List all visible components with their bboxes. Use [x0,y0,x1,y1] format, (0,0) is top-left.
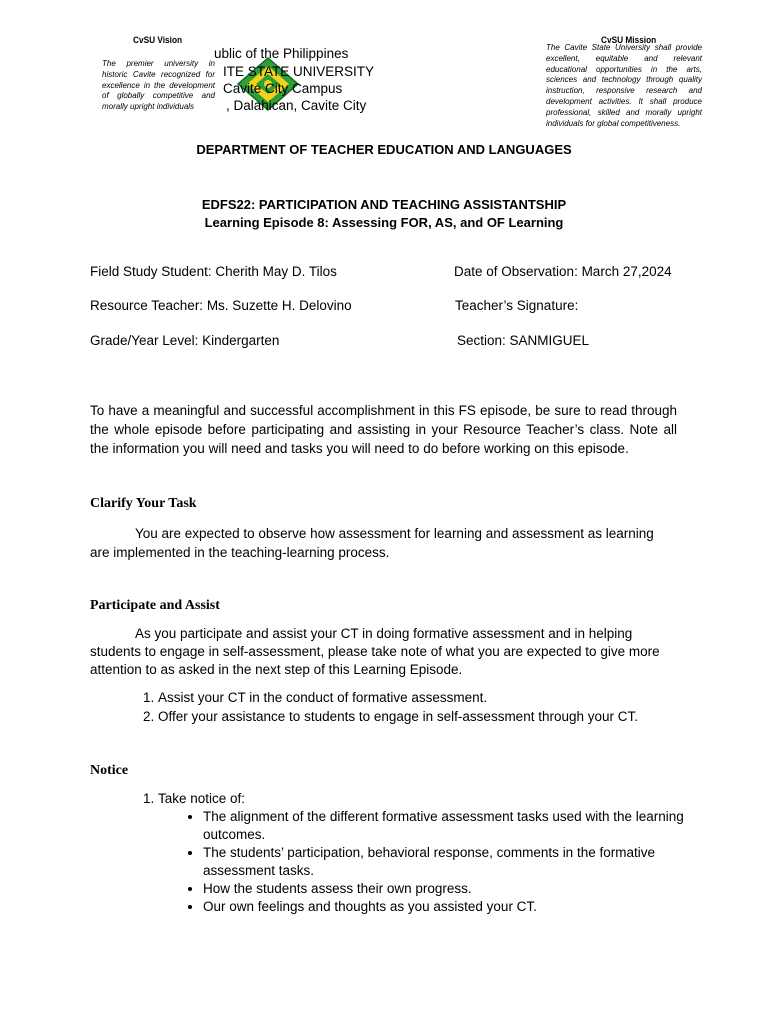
clarify-text: You are expected to observe how assessment for learning and assessment as learning are implemented in the teaching-learning process. [90,526,654,560]
teacher-signature: Teacher’s Signature: [455,298,579,313]
department-heading: DEPARTMENT OF TEACHER EDUCATION AND LANGUAGES [196,142,572,157]
course-title: EDFS22: PARTICIPATION AND TEACHING ASSISTANTSHIP [201,197,567,212]
mission-title: CvSU Mission [601,35,657,45]
bullet-item: • How the students assess their own progress. [203,880,698,898]
list-item: 2. Offer your assistance to students to engage in self-assessment through your CT. [158,707,698,726]
resource-teacher: Resource Teacher: Ms. Suzette H. Delovino [90,298,352,313]
field-study-student: Field Study Student: Cherith May D. Tilos [90,264,337,279]
mission-text: The Cavite State University shall provide excellent, equitable and relevant educational opportunities in the arts, sciences and technology through quality instruction, responsive research and development activities. It shall produce professional, skilled and morally upright individuals for global competitiveness. [546,43,702,128]
episode-title: Learning Episode 8: Assessing FOR, AS, and OF Learning [204,215,564,230]
participate-list [134,688,698,726]
list-item [158,790,698,916]
section: Section: SANMIGUEL [457,333,590,348]
header-line-2: ITE STATE UNIVERSITY [223,64,375,79]
notice-item-label: Take notice of: [158,791,246,806]
date-of-observation: Date of Observation: March 27,2024 [454,264,672,279]
vision-text: The premier university in historic Cavite recognized for excellence in the development of globally competitive and morally upright individuals [102,59,215,112]
bullet-item: • The alignment of the different formative assessment tasks used with the learning outcomes. [203,808,698,844]
notice-list [134,790,698,916]
grade-level: Grade/Year Level: Kindergarten [90,333,280,348]
header-line-1: ublic of the Philippines [214,46,349,61]
intro-paragraph: To have a meaningful and successful accomplishment in this FS episode, be sure to read through the whole episode before participating and assisting in your Resource Teacher’s class. Note all the information you will need and tasks you will need to do before working on this episode. [90,403,677,456]
participate-text: As you participate and assist your CT in doing formative assessment and in helping students to engage in self-assessment, please take note of what you are expected to give more attention to as asked in the next step of this Learning Episode. [90,626,660,677]
notice-bullets [158,808,698,916]
bullet-item: • Our own feelings and thoughts as you assisted your CT. [203,898,698,916]
vision-title: CvSU Vision [133,35,183,45]
participate-heading: Participate and Assist [90,598,220,613]
list-item: 1. Assist your CT in the conduct of formative assessment. [158,688,698,707]
header-line-3: Cavite City Campus [223,81,343,96]
notice-heading: Notice [90,763,129,778]
header-line-4: , Dalahican, Cavite City [226,98,367,113]
clarify-heading: Clarify Your Task [90,496,197,511]
bullet-item: • The students’ participation, behavioral response, comments in the formative assessment tasks. [203,844,698,880]
